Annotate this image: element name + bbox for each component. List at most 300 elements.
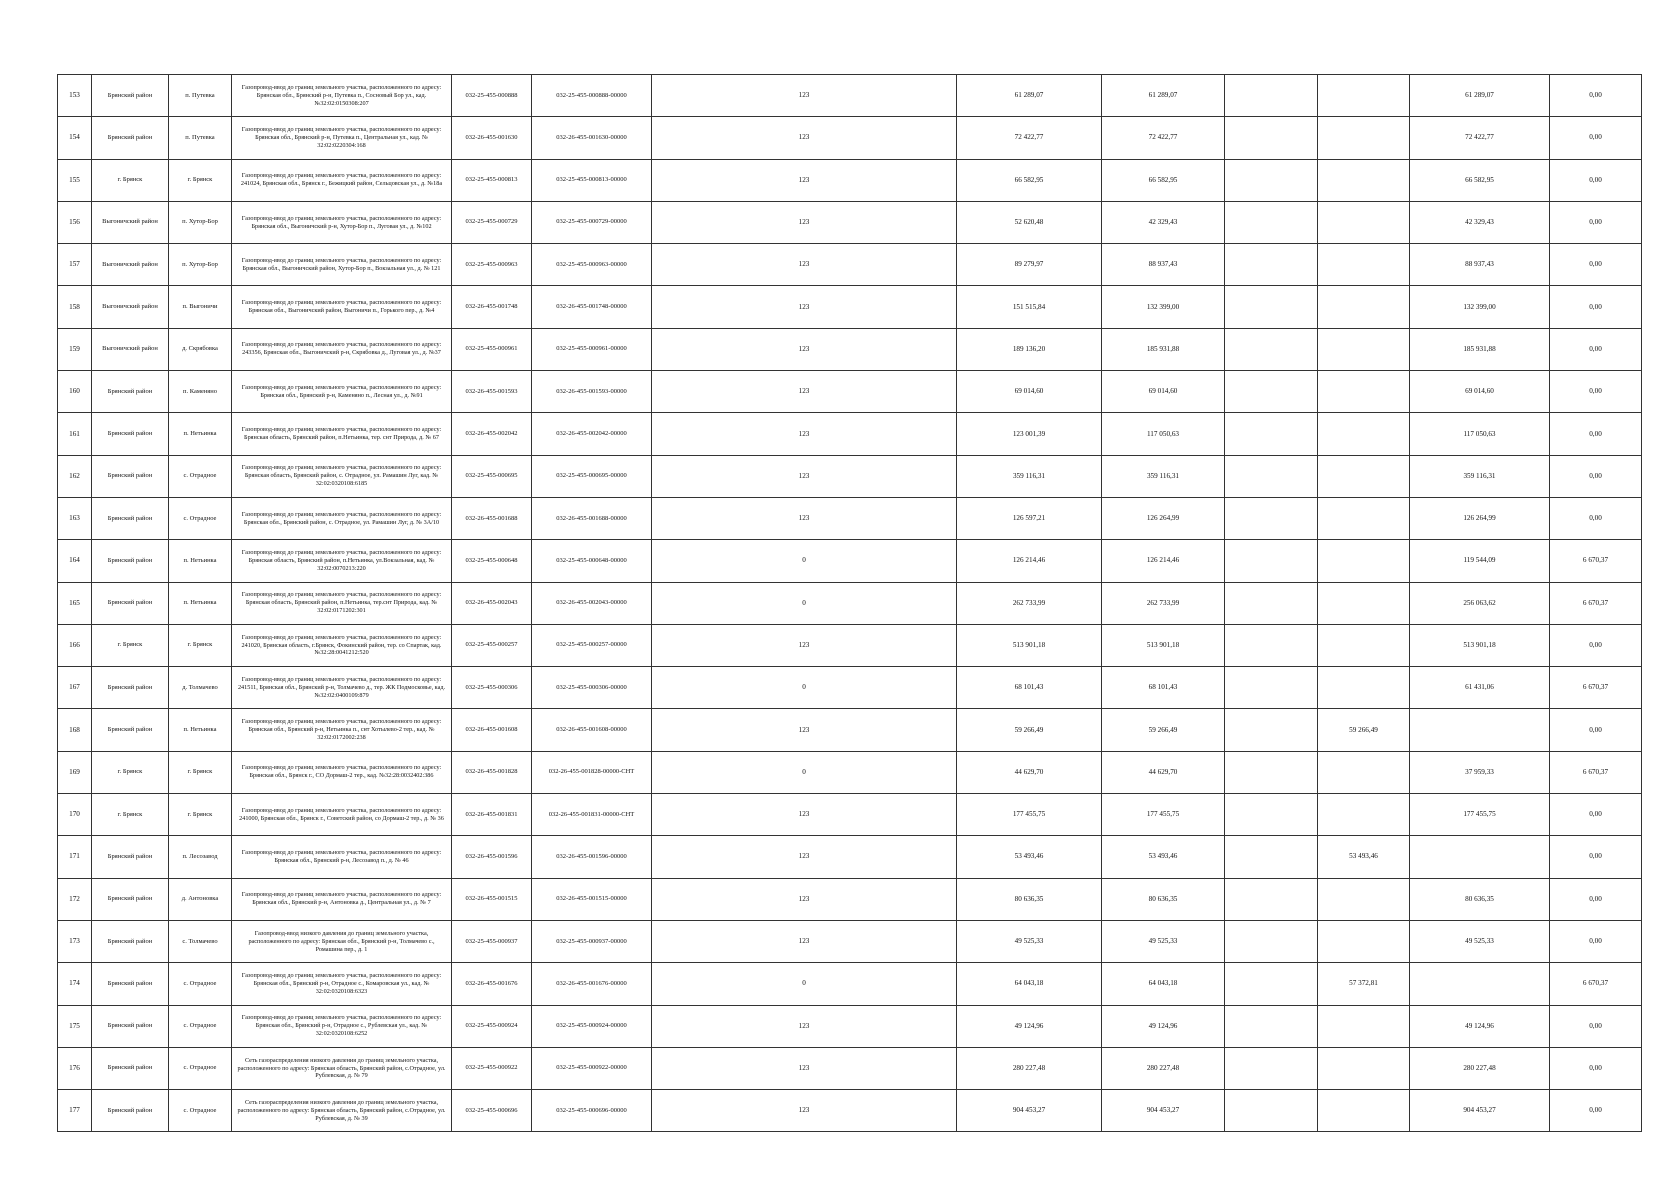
object-description-cell: Газопровод-ввод до границ земельного участка, расположенного по адресу: Брянская обл., Брянский р-н, Отрадное с., Рублевская ул., кад. № 32:02:0320108:6252 (232, 1005, 452, 1047)
initial-cost-cell: 359 116,31 (957, 455, 1102, 497)
amount-cell-4 (1318, 794, 1410, 836)
amount-cell-4 (1318, 1047, 1410, 1089)
initial-cost-cell: 52 620,48 (957, 201, 1102, 243)
amount-cell-5: 61 431,06 (1410, 667, 1550, 709)
amount-cell-6: 0,00 (1550, 836, 1642, 878)
row-number-cell: 157 (58, 244, 92, 286)
locality-cell: п. Хутор-Бор (169, 244, 232, 286)
amount-cell-4 (1318, 455, 1410, 497)
account-code-cell: 123 (652, 75, 957, 117)
amount-cell-5: 513 901,18 (1410, 624, 1550, 666)
inventory-number-cell: 032-25-455-000888-00000 (532, 75, 652, 117)
district-cell: г. Брянск (92, 624, 169, 666)
table-body (58, 75, 1642, 1132)
object-code-cell: 032-26-455-001596 (452, 836, 532, 878)
object-code-cell: 032-26-455-001831 (452, 794, 532, 836)
table-row (58, 117, 1642, 159)
row-number-cell: 165 (58, 582, 92, 624)
locality-cell: п. Лесозавод (169, 836, 232, 878)
account-code-cell: 123 (652, 286, 957, 328)
book-value-cell: 68 101,43 (1102, 667, 1225, 709)
amount-cell-6: 0,00 (1550, 244, 1642, 286)
account-code-cell: 123 (652, 1047, 957, 1089)
initial-cost-cell: 189 136,20 (957, 328, 1102, 370)
row-number-cell: 160 (58, 371, 92, 413)
inventory-number-cell: 032-26-455-001515-00000 (532, 878, 652, 920)
register-table (57, 74, 1642, 1132)
amount-cell-3 (1225, 963, 1318, 1005)
object-description-cell: Газопровод-ввод до границ земельного участка, расположенного по адресу: Брянская область, Брянский район, п.Нетьинка, тер. снт Природа, д. № 67 (232, 413, 452, 455)
district-cell: Брянский район (92, 1047, 169, 1089)
district-cell: Брянский район (92, 371, 169, 413)
amount-cell-3 (1225, 328, 1318, 370)
amount-cell-5: 80 636,35 (1410, 878, 1550, 920)
row-number-cell: 153 (58, 75, 92, 117)
inventory-number-cell: 032-26-455-001676-00000 (532, 963, 652, 1005)
object-code-cell: 032-26-455-001515 (452, 878, 532, 920)
object-description-cell: Газопровод-ввод до границ земельного участка, расположенного по адресу: Брянская обл., Брянский район, с. Отрадное, ул. Рамашин Луг, д. № 3А/10 (232, 497, 452, 539)
account-code-cell: 123 (652, 328, 957, 370)
amount-cell-3 (1225, 201, 1318, 243)
amount-cell-5: 117 050,63 (1410, 413, 1550, 455)
amount-cell-4 (1318, 159, 1410, 201)
amount-cell-5: 88 937,43 (1410, 244, 1550, 286)
amount-cell-3 (1225, 540, 1318, 582)
amount-cell-5: 49 525,33 (1410, 920, 1550, 962)
object-description-cell: Газопровод-ввод до границ земельного участка, расположенного по адресу: 241511, Брянская обл., Брянский р-н, Толмачево д., тер. ЖК Подмосковье, кад. №32:02:0400109:879 (232, 667, 452, 709)
object-description-cell: Газопровод-ввод до границ земельного участка, расположенного по адресу: Брянская область, Брянский район, п.Нетьинка, тер.снт Природа, кад. № 32:02:0171202:301 (232, 582, 452, 624)
amount-cell-4: 53 493,46 (1318, 836, 1410, 878)
object-code-cell: 032-25-455-000813 (452, 159, 532, 201)
row-number-cell: 164 (58, 540, 92, 582)
book-value-cell: 359 116,31 (1102, 455, 1225, 497)
initial-cost-cell: 123 001,39 (957, 413, 1102, 455)
district-cell: Брянский район (92, 582, 169, 624)
amount-cell-4 (1318, 497, 1410, 539)
amount-cell-5: 66 582,95 (1410, 159, 1550, 201)
district-cell: Выгоничский район (92, 286, 169, 328)
amount-cell-3 (1225, 497, 1318, 539)
amount-cell-4 (1318, 624, 1410, 666)
initial-cost-cell: 89 279,97 (957, 244, 1102, 286)
amount-cell-3 (1225, 117, 1318, 159)
table-row (58, 836, 1642, 878)
account-code-cell: 123 (652, 497, 957, 539)
account-code-cell: 123 (652, 624, 957, 666)
amount-cell-4 (1318, 1005, 1410, 1047)
locality-cell: п. Выгоничи (169, 286, 232, 328)
account-code-cell: 123 (652, 413, 957, 455)
row-number-cell: 171 (58, 836, 92, 878)
object-description-cell: Газопровод-ввод до границ земельного участка, расположенного по адресу: Брянская обл., Брянский р-н, Антоновка д., Центральная ул., д. № 7 (232, 878, 452, 920)
amount-cell-3 (1225, 75, 1318, 117)
amount-cell-4 (1318, 244, 1410, 286)
object-code-cell: 032-25-455-000963 (452, 244, 532, 286)
book-value-cell: 117 050,63 (1102, 413, 1225, 455)
amount-cell-3 (1225, 667, 1318, 709)
account-code-cell: 123 (652, 836, 957, 878)
row-number-cell: 173 (58, 920, 92, 962)
locality-cell: п. Нетьинка (169, 582, 232, 624)
amount-cell-3 (1225, 1005, 1318, 1047)
amount-cell-6: 0,00 (1550, 413, 1642, 455)
row-number-cell: 170 (58, 794, 92, 836)
amount-cell-4 (1318, 1090, 1410, 1132)
locality-cell: с. Отрадное (169, 455, 232, 497)
object-description-cell: Газопровод-ввод до границ земельного участка, расположенного по адресу: Брянская обл., Брянский р-н, Отрадное с., Комаровская ул., кад. № 32:02:0320108:6323 (232, 963, 452, 1005)
object-code-cell: 032-26-455-001608 (452, 709, 532, 751)
amount-cell-3 (1225, 709, 1318, 751)
book-value-cell: 177 455,75 (1102, 794, 1225, 836)
amount-cell-3 (1225, 244, 1318, 286)
object-code-cell: 032-26-455-001593 (452, 371, 532, 413)
locality-cell: с. Отрадное (169, 1047, 232, 1089)
book-value-cell: 280 227,48 (1102, 1047, 1225, 1089)
amount-cell-5 (1410, 963, 1550, 1005)
locality-cell: г. Брянск (169, 794, 232, 836)
inventory-number-cell: 032-25-455-000729-00000 (532, 201, 652, 243)
book-value-cell: 49 525,33 (1102, 920, 1225, 962)
object-code-cell: 032-25-455-000695 (452, 455, 532, 497)
amount-cell-6: 6 670,37 (1550, 540, 1642, 582)
book-value-cell: 64 043,18 (1102, 963, 1225, 1005)
amount-cell-6: 0,00 (1550, 1047, 1642, 1089)
object-description-cell: Сеть газораспределения низкого давления до границ земельного участка, расположенного по адресу: Брянская область, Брянский район, с.Отрадное, ул. Рублевская, д. № 39 (232, 1090, 452, 1132)
locality-cell: с. Отрадное (169, 963, 232, 1005)
amount-cell-3 (1225, 455, 1318, 497)
object-description-cell: Газопровод-ввод до границ земельного участка, расположенного по адресу: Брянская область, Брянский район, с. Отрадное, ул. Рамашин Луг, кад. № 32:02:0320108:6185 (232, 455, 452, 497)
initial-cost-cell: 72 422,77 (957, 117, 1102, 159)
district-cell: г. Брянск (92, 159, 169, 201)
amount-cell-5: 256 063,62 (1410, 582, 1550, 624)
locality-cell: п. Нетьинка (169, 413, 232, 455)
initial-cost-cell: 44 629,70 (957, 751, 1102, 793)
inventory-number-cell: 032-26-455-001596-00000 (532, 836, 652, 878)
locality-cell: с. Отрадное (169, 1005, 232, 1047)
initial-cost-cell: 513 901,18 (957, 624, 1102, 666)
book-value-cell: 904 453,27 (1102, 1090, 1225, 1132)
book-value-cell: 88 937,43 (1102, 244, 1225, 286)
account-code-cell: 123 (652, 455, 957, 497)
row-number-cell: 172 (58, 878, 92, 920)
amount-cell-4: 57 372,81 (1318, 963, 1410, 1005)
initial-cost-cell: 53 493,46 (957, 836, 1102, 878)
book-value-cell: 185 931,88 (1102, 328, 1225, 370)
amount-cell-5: 126 264,99 (1410, 497, 1550, 539)
locality-cell: с. Толмачево (169, 920, 232, 962)
inventory-number-cell: 032-25-455-000922-00000 (532, 1047, 652, 1089)
locality-cell: г. Брянск (169, 159, 232, 201)
object-description-cell: Газопровод-ввод до границ земельного участка, расположенного по адресу: Брянская обл., Брянск г., СО Дормаш-2 тер., кад. №32:28:0032402:386 (232, 751, 452, 793)
object-description-cell: Газопровод-ввод до границ земельного участка, расположенного по адресу: Брянская обл., Брянский р-н, Лесозавод п., д. № 46 (232, 836, 452, 878)
amount-cell-6: 0,00 (1550, 624, 1642, 666)
table-row (58, 497, 1642, 539)
amount-cell-6: 0,00 (1550, 455, 1642, 497)
book-value-cell: 61 289,07 (1102, 75, 1225, 117)
row-number-cell: 169 (58, 751, 92, 793)
table-row (58, 75, 1642, 117)
amount-cell-3 (1225, 159, 1318, 201)
inventory-number-cell: 032-25-455-000306-00000 (532, 667, 652, 709)
object-code-cell: 032-25-455-000888 (452, 75, 532, 117)
object-code-cell: 032-26-455-001630 (452, 117, 532, 159)
account-code-cell: 123 (652, 371, 957, 413)
table-row (58, 794, 1642, 836)
amount-cell-6: 0,00 (1550, 371, 1642, 413)
locality-cell: с. Отрадное (169, 1090, 232, 1132)
table-row (58, 455, 1642, 497)
account-code-cell: 123 (652, 201, 957, 243)
district-cell: г. Брянск (92, 751, 169, 793)
district-cell: Выгоничский район (92, 201, 169, 243)
table-row (58, 878, 1642, 920)
book-value-cell: 126 214,46 (1102, 540, 1225, 582)
amount-cell-3 (1225, 751, 1318, 793)
account-code-cell: 0 (652, 667, 957, 709)
amount-cell-3 (1225, 1047, 1318, 1089)
district-cell: г. Брянск (92, 794, 169, 836)
table-row (58, 709, 1642, 751)
table-row (58, 286, 1642, 328)
initial-cost-cell: 64 043,18 (957, 963, 1102, 1005)
locality-cell: п. Каменяно (169, 371, 232, 413)
amount-cell-5: 185 931,88 (1410, 328, 1550, 370)
book-value-cell: 80 636,35 (1102, 878, 1225, 920)
district-cell: Брянский район (92, 1090, 169, 1132)
account-code-cell: 123 (652, 709, 957, 751)
initial-cost-cell: 151 515,84 (957, 286, 1102, 328)
locality-cell: п. Хутор-Бор (169, 201, 232, 243)
table-row (58, 1090, 1642, 1132)
object-code-cell: 032-25-455-000924 (452, 1005, 532, 1047)
table-row (58, 328, 1642, 370)
district-cell: Брянский район (92, 878, 169, 920)
amount-cell-6: 6 670,37 (1550, 751, 1642, 793)
district-cell: Брянский район (92, 709, 169, 751)
amount-cell-5 (1410, 836, 1550, 878)
row-number-cell: 158 (58, 286, 92, 328)
row-number-cell: 175 (58, 1005, 92, 1047)
inventory-number-cell: 032-26-455-001608-00000 (532, 709, 652, 751)
amount-cell-4 (1318, 413, 1410, 455)
amount-cell-5: 119 544,09 (1410, 540, 1550, 582)
object-description-cell: Сеть газораспределения низкого давления до границ земельного участка, расположенного по адресу: Брянская область, Брянский район, с.Отрадное, ул. Рублевская, д. № 79 (232, 1047, 452, 1089)
amount-cell-6: 6 670,37 (1550, 582, 1642, 624)
object-description-cell: Газопровод-ввод до границ земельного участка, расположенного по адресу: Брянская область, Брянский район, п.Нетьинка, ул.Вокзальная, кад. № 32:02:0070213:220 (232, 540, 452, 582)
amount-cell-6: 0,00 (1550, 286, 1642, 328)
object-code-cell: 032-25-455-000922 (452, 1047, 532, 1089)
table-row (58, 413, 1642, 455)
account-code-cell: 123 (652, 159, 957, 201)
row-number-cell: 168 (58, 709, 92, 751)
book-value-cell: 126 264,99 (1102, 497, 1225, 539)
initial-cost-cell: 80 636,35 (957, 878, 1102, 920)
locality-cell: п. Путевка (169, 117, 232, 159)
table-row (58, 540, 1642, 582)
amount-cell-5: 280 227,48 (1410, 1047, 1550, 1089)
amount-cell-6: 0,00 (1550, 201, 1642, 243)
amount-cell-6: 0,00 (1550, 159, 1642, 201)
inventory-number-cell: 032-26-455-001630-00000 (532, 117, 652, 159)
amount-cell-3 (1225, 920, 1318, 962)
inventory-number-cell: 032-26-455-001593-00000 (532, 371, 652, 413)
table-row (58, 201, 1642, 243)
district-cell: Брянский район (92, 920, 169, 962)
row-number-cell: 159 (58, 328, 92, 370)
object-code-cell: 032-25-455-000648 (452, 540, 532, 582)
object-code-cell: 032-26-455-001748 (452, 286, 532, 328)
initial-cost-cell: 66 582,95 (957, 159, 1102, 201)
book-value-cell: 513 901,18 (1102, 624, 1225, 666)
amount-cell-3 (1225, 836, 1318, 878)
table-row (58, 751, 1642, 793)
object-code-cell: 032-26-455-002042 (452, 413, 532, 455)
object-code-cell: 032-25-455-000306 (452, 667, 532, 709)
amount-cell-6: 0,00 (1550, 117, 1642, 159)
object-code-cell: 032-26-455-002043 (452, 582, 532, 624)
district-cell: Брянский район (92, 413, 169, 455)
amount-cell-3 (1225, 371, 1318, 413)
account-code-cell: 0 (652, 751, 957, 793)
amount-cell-3 (1225, 794, 1318, 836)
object-description-cell: Газопровод-ввод до границ земельного участка, расположенного по адресу: 243356, Брянская обл., Выгоничский р-н, Скрябовка д., Луговая ул., д. №37 (232, 328, 452, 370)
object-code-cell: 032-25-455-000937 (452, 920, 532, 962)
object-code-cell: 032-26-455-001688 (452, 497, 532, 539)
inventory-number-cell: 032-25-455-000961-00000 (532, 328, 652, 370)
account-code-cell: 123 (652, 117, 957, 159)
initial-cost-cell: 49 525,33 (957, 920, 1102, 962)
initial-cost-cell: 59 266,49 (957, 709, 1102, 751)
row-number-cell: 176 (58, 1047, 92, 1089)
amount-cell-4 (1318, 751, 1410, 793)
amount-cell-4 (1318, 328, 1410, 370)
amount-cell-5: 42 329,43 (1410, 201, 1550, 243)
amount-cell-4 (1318, 920, 1410, 962)
initial-cost-cell: 126 597,21 (957, 497, 1102, 539)
district-cell: Брянский район (92, 540, 169, 582)
locality-cell: д. Скрябовка (169, 328, 232, 370)
inventory-number-cell: 032-25-455-000257-00000 (532, 624, 652, 666)
inventory-number-cell: 032-26-455-002043-00000 (532, 582, 652, 624)
locality-cell: г. Брянск (169, 751, 232, 793)
amount-cell-4 (1318, 117, 1410, 159)
amount-cell-4 (1318, 582, 1410, 624)
amount-cell-3 (1225, 1090, 1318, 1132)
row-number-cell: 167 (58, 667, 92, 709)
table-row (58, 963, 1642, 1005)
table-row (58, 582, 1642, 624)
account-code-cell: 123 (652, 794, 957, 836)
amount-cell-4 (1318, 371, 1410, 413)
inventory-number-cell: 032-26-455-002042-00000 (532, 413, 652, 455)
table-row (58, 624, 1642, 666)
object-description-cell: Газопровод-ввод низкого давления до границ земельного участка, расположенного по адресу: Брянская обл., Брянский р-н, Толмачево с., Ромашина пер., д. 1 (232, 920, 452, 962)
object-code-cell: 032-25-455-000729 (452, 201, 532, 243)
object-description-cell: Газопровод-ввод до границ земельного участка, расположенного по адресу: Брянская обл., Брянский р-н, Путевка п., Центральная ул., кад. № 32:02:0220304:168 (232, 117, 452, 159)
row-number-cell: 155 (58, 159, 92, 201)
row-number-cell: 163 (58, 497, 92, 539)
book-value-cell: 262 733,99 (1102, 582, 1225, 624)
object-code-cell: 032-25-455-000961 (452, 328, 532, 370)
amount-cell-5: 37 959,33 (1410, 751, 1550, 793)
initial-cost-cell: 49 124,96 (957, 1005, 1102, 1047)
object-description-cell: Газопровод-ввод до границ земельного участка, расположенного по адресу: 241024, Брянская обл., Брянск г., Бежицкий район, Сельцовская ул., д. №18а (232, 159, 452, 201)
amount-cell-4 (1318, 201, 1410, 243)
amount-cell-3 (1225, 413, 1318, 455)
table-row (58, 667, 1642, 709)
amount-cell-6: 0,00 (1550, 75, 1642, 117)
object-code-cell: 032-25-455-000257 (452, 624, 532, 666)
locality-cell: п. Нетьинка (169, 540, 232, 582)
book-value-cell: 59 266,49 (1102, 709, 1225, 751)
amount-cell-5: 49 124,96 (1410, 1005, 1550, 1047)
amount-cell-5 (1410, 709, 1550, 751)
table-row (58, 1005, 1642, 1047)
inventory-number-cell: 032-25-455-000813-00000 (532, 159, 652, 201)
book-value-cell: 49 124,96 (1102, 1005, 1225, 1047)
district-cell: Брянский район (92, 836, 169, 878)
amount-cell-6: 0,00 (1550, 1090, 1642, 1132)
book-value-cell: 66 582,95 (1102, 159, 1225, 201)
book-value-cell: 69 014,60 (1102, 371, 1225, 413)
row-number-cell: 161 (58, 413, 92, 455)
amount-cell-4 (1318, 540, 1410, 582)
book-value-cell: 132 399,00 (1102, 286, 1225, 328)
initial-cost-cell: 69 014,60 (957, 371, 1102, 413)
amount-cell-5: 904 453,27 (1410, 1090, 1550, 1132)
table-row (58, 920, 1642, 962)
inventory-number-cell: 032-26-455-001831-00000-СНТ (532, 794, 652, 836)
initial-cost-cell: 262 733,99 (957, 582, 1102, 624)
amount-cell-3 (1225, 582, 1318, 624)
amount-cell-4 (1318, 286, 1410, 328)
object-code-cell: 032-26-455-001676 (452, 963, 532, 1005)
locality-cell: п. Путевка (169, 75, 232, 117)
district-cell: Брянский район (92, 667, 169, 709)
amount-cell-6: 6 670,37 (1550, 963, 1642, 1005)
locality-cell: д. Толмачево (169, 667, 232, 709)
amount-cell-4 (1318, 667, 1410, 709)
row-number-cell: 154 (58, 117, 92, 159)
district-cell: Брянский район (92, 75, 169, 117)
book-value-cell: 72 422,77 (1102, 117, 1225, 159)
row-number-cell: 174 (58, 963, 92, 1005)
inventory-number-cell: 032-25-455-000937-00000 (532, 920, 652, 962)
account-code-cell: 123 (652, 1090, 957, 1132)
initial-cost-cell: 126 214,46 (957, 540, 1102, 582)
amount-cell-6: 6 670,37 (1550, 667, 1642, 709)
row-number-cell: 156 (58, 201, 92, 243)
object-code-cell: 032-25-455-000696 (452, 1090, 532, 1132)
row-number-cell: 166 (58, 624, 92, 666)
object-code-cell: 032-26-455-001828 (452, 751, 532, 793)
object-description-cell: Газопровод-ввод до границ земельного участка, расположенного по адресу: 241020, Брянская область, г.Брянск, Фокинский район, тер. со Спартак, кад. №32:28:0041212:520 (232, 624, 452, 666)
amount-cell-6: 0,00 (1550, 328, 1642, 370)
inventory-number-cell: 032-26-455-001688-00000 (532, 497, 652, 539)
object-description-cell: Газопровод-ввод до границ земельного участка, расположенного по адресу: 241000, Брянская обл., Брянск г., Советский район, со Дормаш-2 тер., д. № 36 (232, 794, 452, 836)
amount-cell-3 (1225, 878, 1318, 920)
account-code-cell: 0 (652, 540, 957, 582)
amount-cell-5: 177 455,75 (1410, 794, 1550, 836)
locality-cell: д. Антоновка (169, 878, 232, 920)
object-description-cell: Газопровод-ввод до границ земельного участка, расположенного по адресу: Брянская обл., Выгоничский р-н, Хутор-Бор п., Луговая ул., д. №102 (232, 201, 452, 243)
account-code-cell: 0 (652, 963, 957, 1005)
amount-cell-5: 61 289,07 (1410, 75, 1550, 117)
locality-cell: с. Отрадное (169, 497, 232, 539)
district-cell: Брянский район (92, 1005, 169, 1047)
amount-cell-5: 132 399,00 (1410, 286, 1550, 328)
district-cell: Выгоничский район (92, 244, 169, 286)
